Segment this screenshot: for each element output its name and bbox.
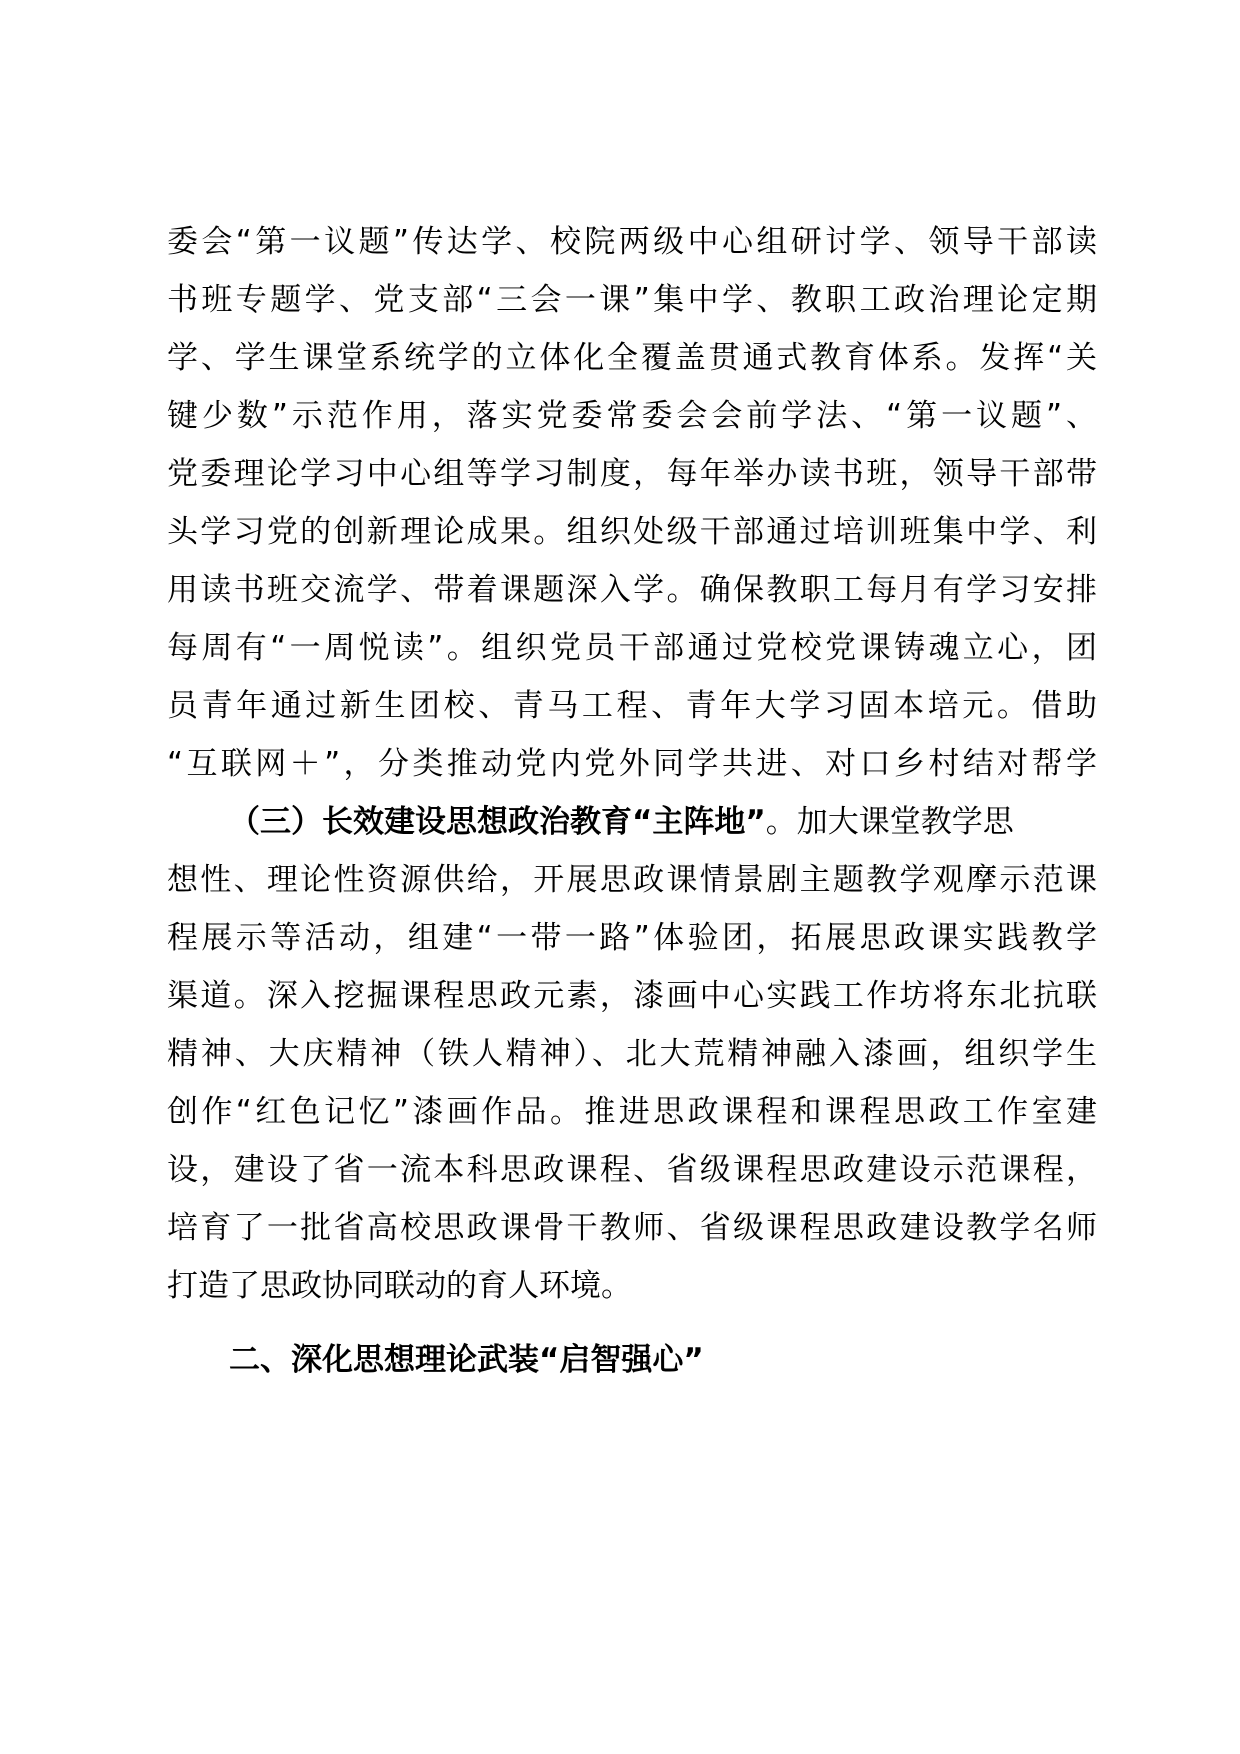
paragraph-1-line-1: 委会“第一议题”传达学、校院两级中心组研讨学、领导干部读: [167, 224, 1097, 260]
paragraph-2-line-1: [229, 792, 1097, 852]
paragraph-2-line-1-rest: 。加大课堂教学思: [765, 804, 1014, 840]
paragraph-1-line-7: 用读书班交流学、带着课题深入学。确保教职工每月有学习安排: [167, 572, 1097, 608]
paragraph-1-line-10: “互联网＋”，分类推动党内党外同学共进、对口乡村结对帮学: [167, 746, 1097, 782]
paragraph-1-line-8: 每周有“一周悦读”。组织党员干部通过党校党课铸魂立心，团: [167, 630, 1097, 666]
paragraph-1-line-6: 头学习党的创新理论成果。组织处级干部通过培训班集中学、利: [167, 514, 1097, 550]
paragraph-2-line-2: 想性、理论性资源供给，开展思政课情景剧主题教学观摩示范课: [167, 862, 1097, 898]
subsection-heading: （三）长效建设思想政治教育“主阵地”: [229, 804, 766, 840]
section-heading: 二、深化思想理论武装“启智强心”: [229, 1342, 704, 1378]
paragraph-1-line-4: 键少数”示范作用，落实党委常委会会前学法、“第一议题”、: [167, 398, 1097, 434]
paragraph-1-line-5: 党委理论学习中心组等学习制度，每年举办读书班，领导干部带: [167, 456, 1097, 492]
paragraph-2-line-5: 精神、大庆精神（铁人精神）、北大荒精神融入漆画，组织学生: [167, 1036, 1097, 1072]
paragraph-2-line-9: 打造了思政协同联动的育人环境。: [167, 1268, 632, 1304]
paragraph-2-line-3: 程展示等活动，组建“一带一路”体验团，拓展思政课实践教学: [167, 920, 1097, 956]
paragraph-2-line-7: 设，建设了省一流本科思政课程、省级课程思政建设示范课程，: [167, 1152, 1097, 1188]
paragraph-2-line-4: 渠道。深入挖掘课程思政元素，漆画中心实践工作坊将东北抗联: [167, 978, 1097, 1014]
paragraph-1-line-9: 员青年通过新生团校、青马工程、青年大学习固本培元。借助: [167, 688, 1097, 724]
paragraph-1-line-2: 书班专题学、党支部“三会一课”集中学、教职工政治理论定期: [167, 282, 1097, 318]
paragraph-1-line-3: 学、学生课堂系统学的立体化全覆盖贯通式教育体系。发挥“关: [167, 340, 1097, 376]
paragraph-2-line-8: 培育了一批省高校思政课骨干教师、省级课程思政建设教学名师: [167, 1210, 1097, 1246]
paragraph-2-line-6: 创作“红色记忆”漆画作品。推进思政课程和课程思政工作室建: [167, 1094, 1097, 1130]
